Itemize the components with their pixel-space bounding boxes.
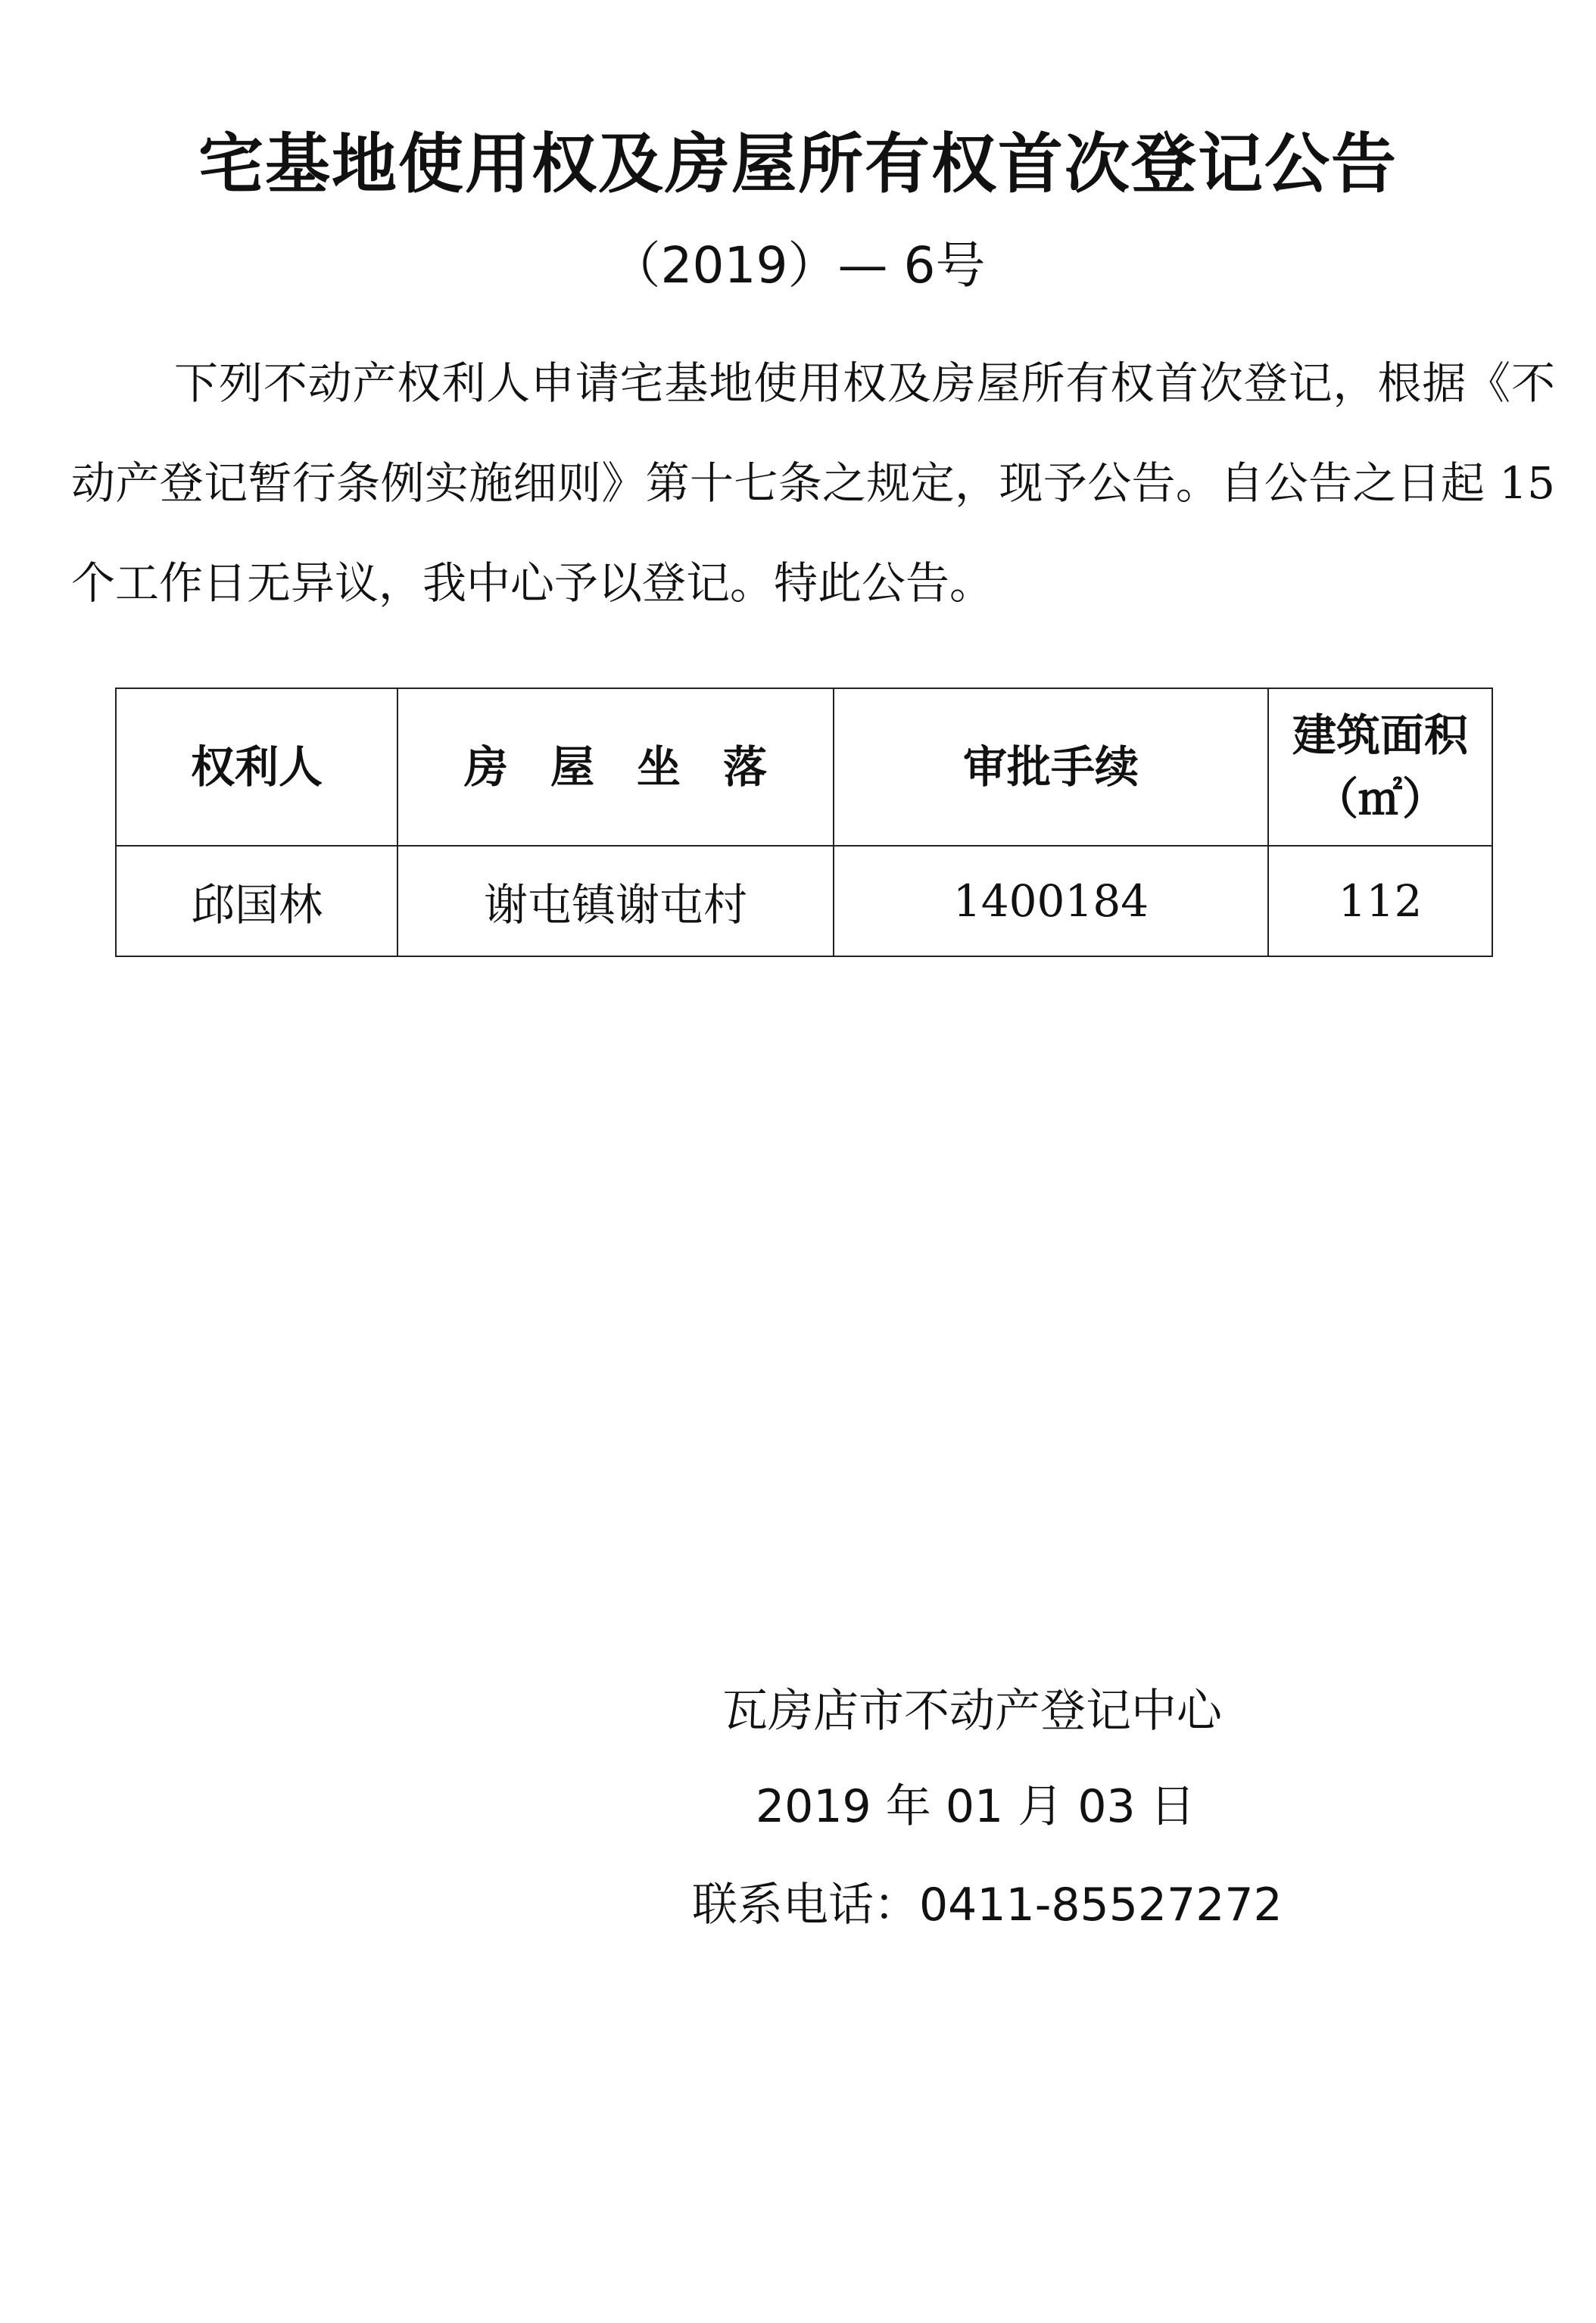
header-area	[1268, 688, 1492, 846]
header-approval: 审批手续	[834, 688, 1268, 846]
table-row	[116, 846, 1492, 956]
table-header-row	[116, 688, 1492, 846]
notice-body: 下列不动产权利人申请宅基地使用权及房屋所有权首次登记，根据《不动产登记暂行条例实施细则》第十七条之规定，现予公告。自公告之日起 15 个工作日无异议，我中心予以登记。特此公告。	[71, 357, 1555, 609]
header-holder: 权利人	[116, 688, 397, 846]
footer-date: 2019 年 01 月 03 日	[756, 1780, 1195, 1833]
header-area-unit: （㎡）	[1314, 773, 1446, 825]
cell-location: 谢屯镇谢屯村	[397, 846, 834, 956]
footer-phone: 联系电话：0411-85527272	[692, 1879, 1283, 1932]
notice-number: （2019）— 6号	[610, 236, 986, 295]
cell-holder: 邱国林	[116, 846, 397, 956]
cell-approval: 1400184	[834, 846, 1268, 956]
header-location	[397, 688, 834, 846]
registration-table	[115, 688, 1493, 957]
footer-organization: 瓦房店市不动产登记中心	[722, 1685, 1222, 1738]
header-area-label: 建筑面积	[1292, 709, 1468, 761]
header-location-label: 房屋坐落	[463, 741, 809, 793]
notice-title: 宅基地使用权及房屋所有权首次登记公告	[198, 126, 1398, 202]
cell-area: 112	[1268, 846, 1492, 956]
